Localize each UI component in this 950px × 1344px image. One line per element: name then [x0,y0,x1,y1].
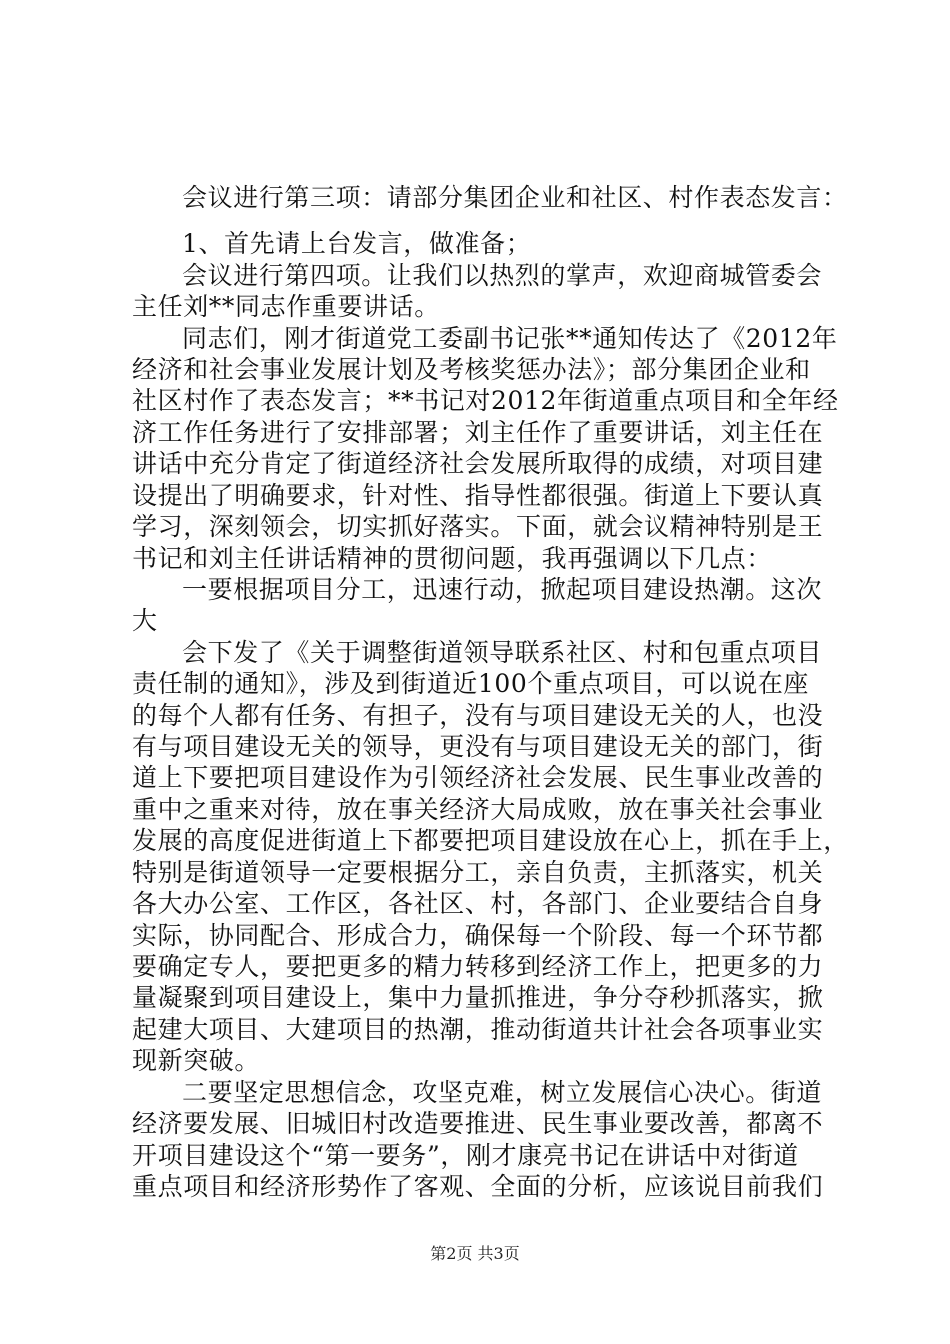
paragraph-line: 要确定专人，要把更多的精力转移到经济工作上，把更多的力 [132,952,824,981]
paragraph-line: 会议进行第三项：请部分集团企业和社区、村作表态发言： [182,183,848,212]
paragraph-line: 1、首先请上台发言，做准备； [182,229,532,258]
paragraph-line: 讲话中充分肯定了街道经济社会发展所取得的成绩，对项目建 [132,449,824,478]
paragraph-line: 书记和刘主任讲话精神的贯彻问题，我再强调以下几点： [132,544,773,573]
paragraph-line: 二要坚定思想信念，攻坚克难，树立发展信心决心。街道 [182,1078,823,1107]
paragraph-line: 设提出了明确要求，针对性、指导性都很强。街道上下要认真 [132,481,824,510]
paragraph-line: 经济要发展、旧城旧村改造要推进、民生事业要改善，都离不 [132,1109,824,1138]
paragraph-line: 重点项目和经济形势作了客观、全面的分析，应该说目前我们 [132,1172,824,1201]
paragraph-line: 的每个人都有任务、有担子，没有与项目建设无关的人，也没 [132,701,824,730]
paragraph-line: 量凝聚到项目建设上，集中力量抓推进，争分夺秒抓落实，掀 [132,983,824,1012]
paragraph-line: 现新突破。 [132,1046,261,1075]
paragraph-line: 同志们，刚才街道党工委副书记张**通知传达了《2012年 [182,324,838,353]
paragraph-line: 大 [132,606,158,635]
paragraph-line: 发展的高度促进街道上下都要把项目建设放在心上，抓在手上， [132,826,849,855]
paragraph-line: 济工作任务进行了安排部署；刘主任作了重要讲话，刘主任在 [132,418,824,447]
paragraph-line: 会下发了《关于调整街道领导联系社区、村和包重点项目 [182,638,823,667]
page-footer: 第2页 共3页 [430,1244,520,1263]
paragraph-line: 起建大项目、大建项目的热潮，推动街道共计社会各项事业实 [132,1015,824,1044]
paragraph-line: 实际，协同配合、形成合力，确保每一个阶段、每一个环节都 [132,921,824,950]
paragraph-line: 特别是街道领导一定要根据分工，亲自负责，主抓落实，机关 [132,858,824,887]
paragraph-line: 主任刘**同志作重要讲话。 [132,292,440,321]
paragraph-line: 重中之重来对待，放在事关经济大局成败，放在事关社会事业 [132,795,824,824]
paragraph-line: 一要根据项目分工，迅速行动，掀起项目建设热潮。这次 [182,575,823,604]
paragraph-line: 责任制的通知》，涉及到街道近100个重点项目，可以说在座 [132,669,810,698]
paragraph-line: 社区村作了表态发言；**书记对2012年街道重点项目和全年经 [132,386,839,415]
paragraph-line: 经济和社会事业发展计划及考核奖惩办法》；部分集团企业和 [132,355,811,384]
paragraph-line: 各大办公室、工作区，各社区、村，各部门、企业要结合自身 [132,889,824,918]
paragraph-line: 会议进行第四项。让我们以热烈的掌声，欢迎商城管委会 [182,261,823,290]
paragraph-line: 开项目建设这个“第一要务”，刚才康亮书记在讲话中对街道 [132,1141,799,1170]
paragraph-line: 道上下要把项目建设作为引领经济社会发展、民生事业改善的 [132,763,824,792]
paragraph-line: 有与项目建设无关的领导，更没有与项目建设无关的部门，街 [132,732,824,761]
paragraph-line: 学习，深刻领会，切实抓好落实。下面，就会议精神特别是王 [132,512,824,541]
